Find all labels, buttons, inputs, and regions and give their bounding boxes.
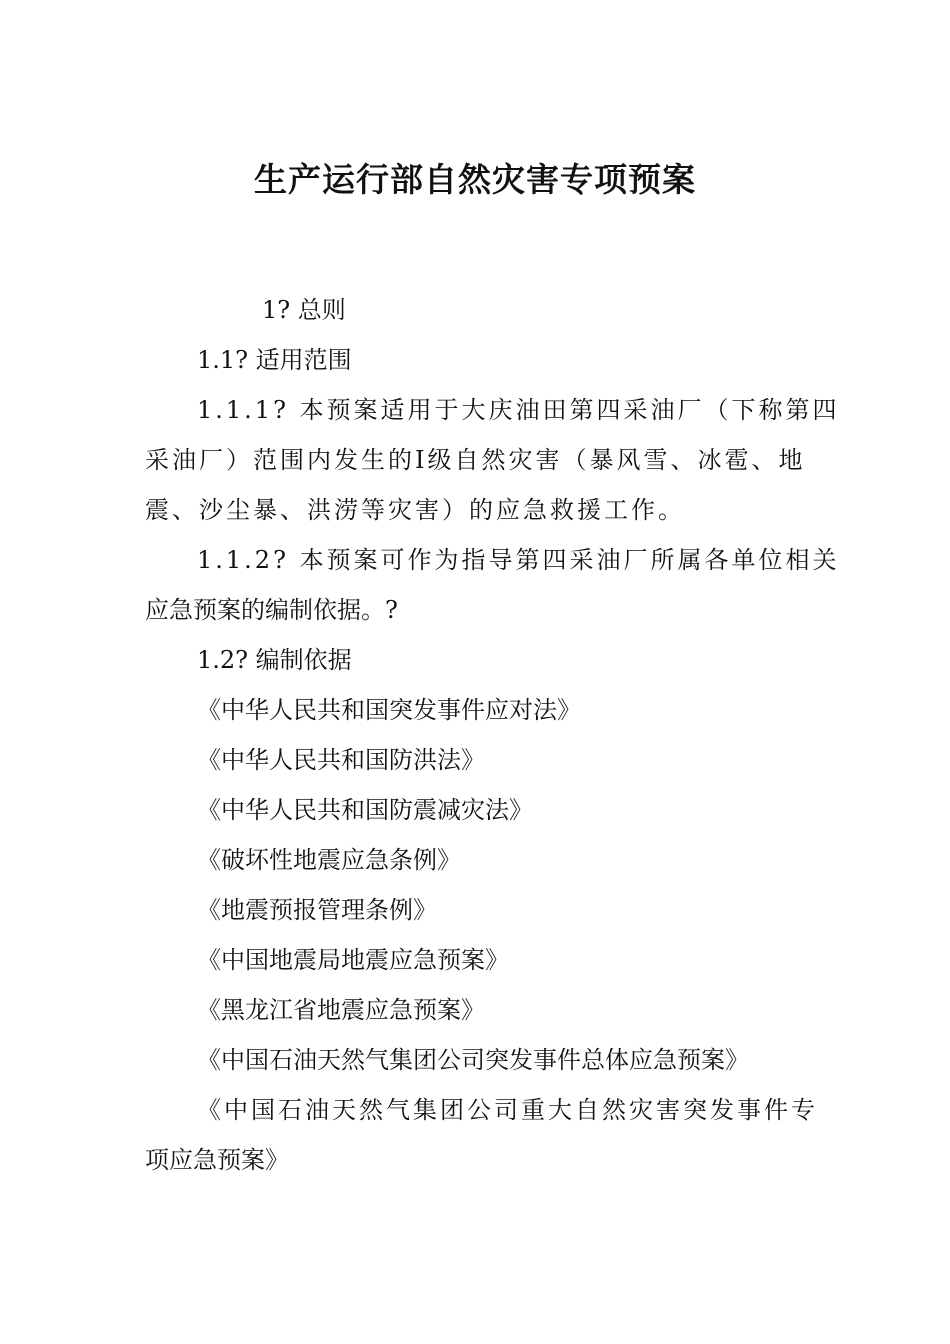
section-heading-1-1: 1.1? 适用范围 <box>197 346 352 374</box>
paragraph-line: 震、沙尘暴、洪涝等灾害）的应急救援工作。 <box>145 496 685 524</box>
reference-item: 《中国地震局地震应急预案》 <box>197 946 509 974</box>
paragraph-line: 采油厂）范围内发生的Ⅰ级自然灾害（暴风雪、冰雹、地 <box>145 446 806 474</box>
reference-item: 《中国石油天然气集团公司突发事件总体应急预案》 <box>197 1046 749 1074</box>
reference-item: 《中华人民共和国防洪法》 <box>197 746 485 774</box>
section-heading-1-2: 1.2? 编制依据 <box>197 646 352 674</box>
reference-item: 《地震预报管理条例》 <box>197 896 437 924</box>
reference-item: 《中华人民共和国防震减灾法》 <box>197 796 533 824</box>
paragraph-line: 1.1.2? 本预案可作为指导第四采油厂所属各单位相关 <box>197 546 840 574</box>
document-title: 生产运行部自然灾害专项预案 <box>254 160 696 199</box>
reference-item: 《中国石油天然气集团公司重大自然灾害突发事件专 <box>197 1096 818 1124</box>
paragraph-line: 1.1.1? 本预案适用于大庆油田第四采油厂（下称第四 <box>197 396 840 424</box>
reference-item: 《黑龙江省地震应急预案》 <box>197 996 485 1024</box>
section-heading-1: 1? 总则 <box>262 296 346 324</box>
reference-item: 项应急预案》 <box>145 1146 289 1174</box>
paragraph-line: 应急预案的编制依据。? <box>145 596 398 624</box>
reference-item: 《破坏性地震应急条例》 <box>197 846 461 874</box>
reference-item: 《中华人民共和国突发事件应对法》 <box>197 696 581 724</box>
